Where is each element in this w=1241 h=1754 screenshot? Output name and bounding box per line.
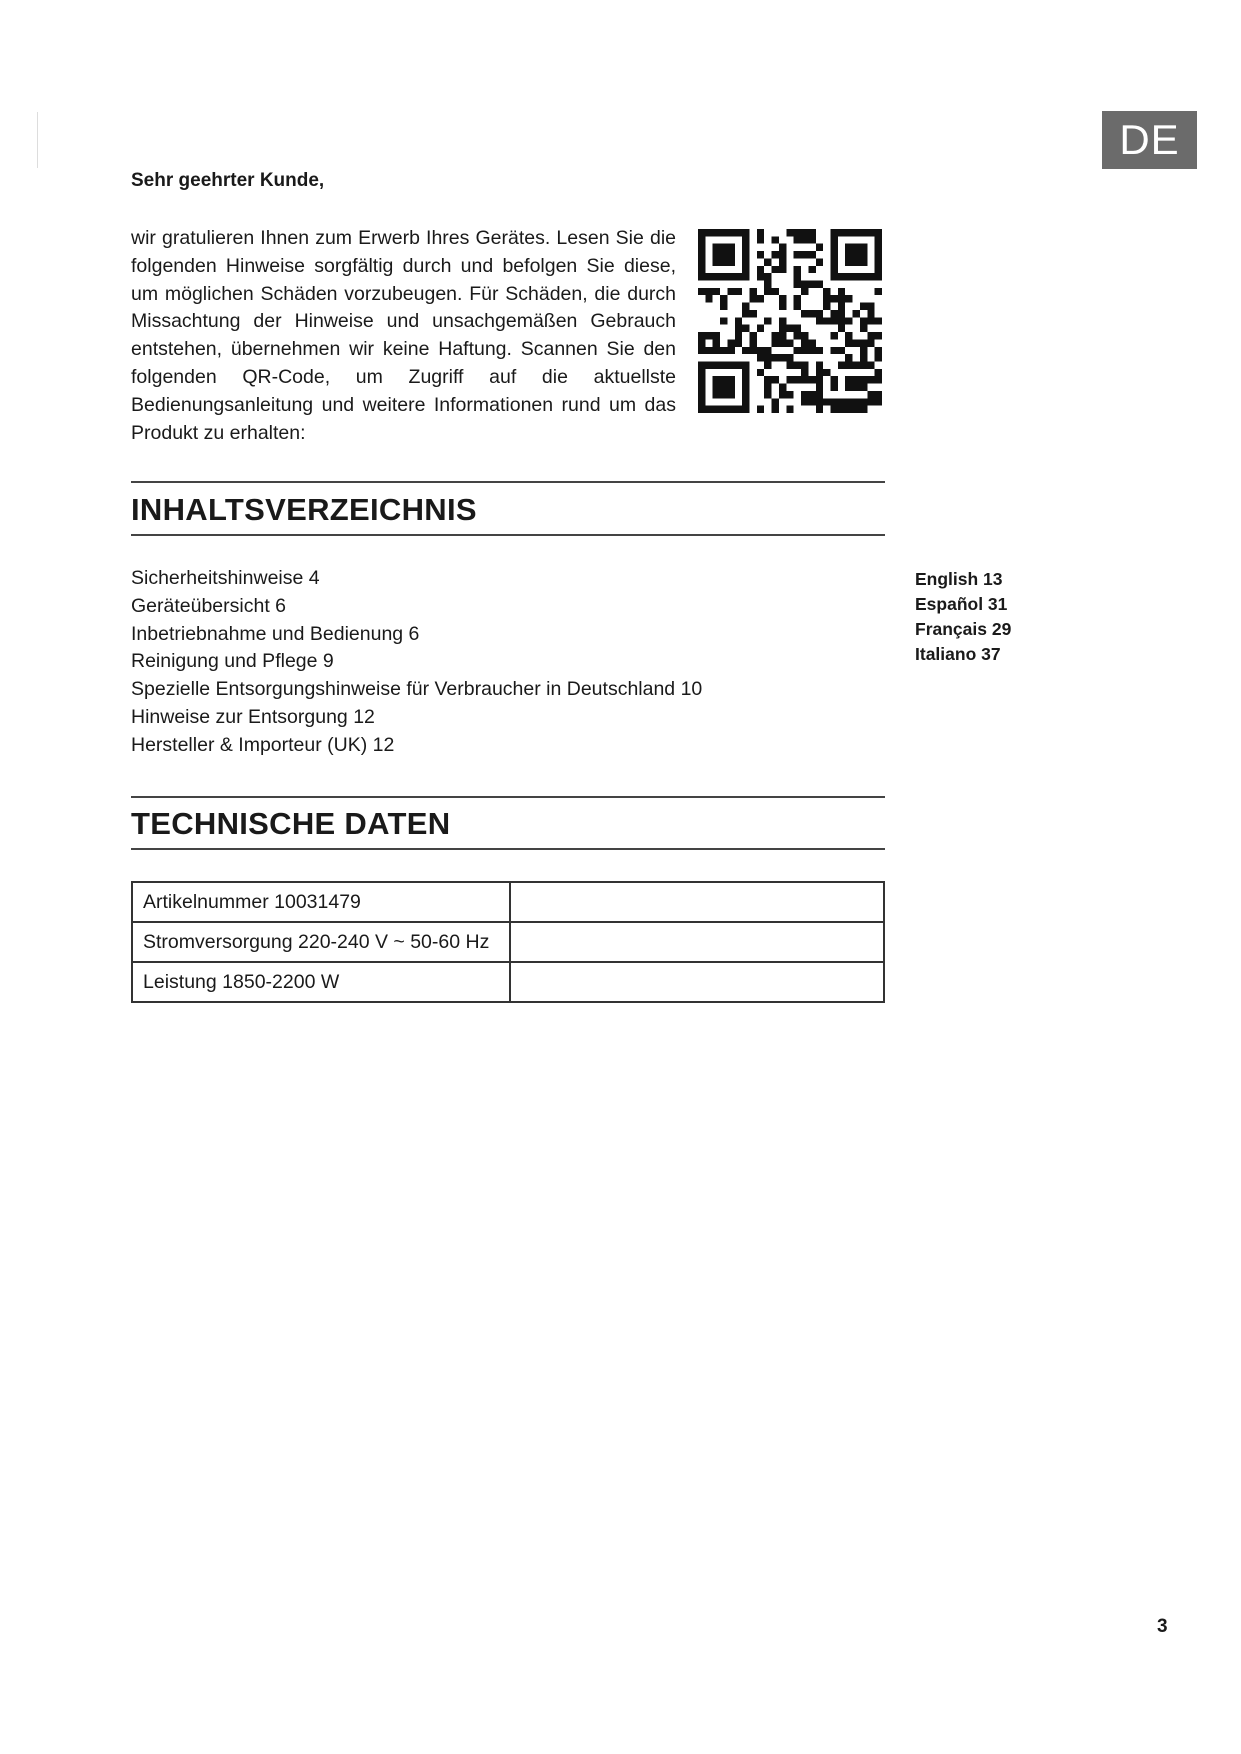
- qr-code-icon[interactable]: [698, 229, 882, 413]
- technical-title: TECHNISCHE DATEN: [131, 806, 451, 841]
- toc-item[interactable]: Hersteller & Importeur (UK) 12: [131, 733, 395, 756]
- toc-title: INHALTSVERZEICHNIS: [131, 492, 477, 527]
- spec-cell: [132, 922, 510, 962]
- table-row: [132, 882, 884, 922]
- toc-item[interactable]: Inbetriebnahme und Bedienung 6: [131, 622, 420, 645]
- toc-list: [131, 565, 702, 760]
- greeting: Sehr geehrter Kunde,: [131, 170, 325, 191]
- toc-item[interactable]: Spezielle Entsorgungshinweise für Verbraucher in Deutschland 10: [131, 678, 703, 701]
- spec-empty-cell: [510, 882, 884, 922]
- spec-cell: [132, 962, 510, 1002]
- technical-data-table: [131, 881, 885, 1003]
- spec-label: Stromversorgung: [143, 930, 293, 953]
- spec-empty-cell: [510, 962, 884, 1002]
- divider: [131, 534, 885, 536]
- spec-value: 1850-2200 W: [222, 970, 340, 993]
- toc-item[interactable]: Geräteübersicht 6: [131, 594, 287, 617]
- spec-value: 10031479: [274, 890, 361, 913]
- spec-empty-cell: [510, 922, 884, 962]
- margin-marker: [37, 112, 38, 168]
- spec-label: Leistung: [143, 970, 217, 993]
- spec-value: 220-240 V ~ 50-60 Hz: [298, 930, 490, 953]
- table-row: [132, 962, 884, 1002]
- spec-label: Artikelnummer: [143, 890, 269, 913]
- divider: [131, 481, 885, 483]
- language-tab: DE: [1102, 111, 1197, 169]
- toc-item[interactable]: Reinigung und Pflege 9: [131, 650, 334, 673]
- language-link-italian[interactable]: Italiano 37: [915, 644, 1001, 664]
- table-row: [132, 922, 884, 962]
- language-link-french[interactable]: Français 29: [915, 619, 1012, 639]
- language-link-english[interactable]: English 13: [915, 569, 1003, 589]
- divider: [131, 796, 885, 798]
- language-link-spanish[interactable]: Español 31: [915, 594, 1008, 614]
- divider: [131, 848, 885, 850]
- intro-paragraph: wir gratulieren Ihnen zum Erwerb Ihres Gerätes. Lesen Sie die folgenden Hinweise sorgfältig durch und befolgen Sie diese, um möglichen Schäden vorzubeugen. Für Schäden, die durch Missachtung der Hinweise und unsachgemäßen Gebrauch entstehen, übernehmen wir keine Haftung. Scannen Sie den folgenden QR-Code, um Zugriff auf die aktuellste Bedienungsanleitung und weitere Informationen rund um das Produkt zu erhalten:: [131, 227, 676, 444]
- toc-item[interactable]: Hinweise zur Entsorgung 12: [131, 705, 375, 728]
- language-index: [915, 567, 1011, 667]
- toc-item[interactable]: Sicherheitshinweise 4: [131, 567, 320, 589]
- page-number: 3: [1157, 1616, 1168, 1637]
- spec-cell: [132, 882, 510, 922]
